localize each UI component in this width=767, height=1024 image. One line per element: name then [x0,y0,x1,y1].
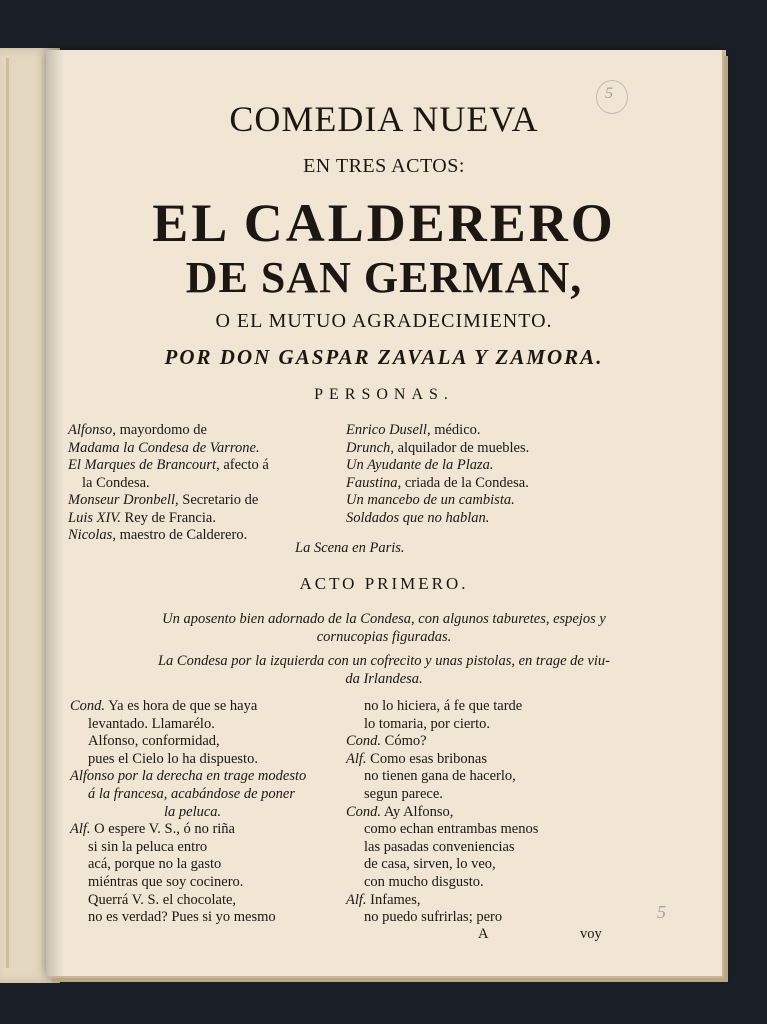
verse-line [70,768,306,785]
catchword: voy [580,926,602,942]
cast-name: Enrico Dusell [346,422,427,438]
page-gutter-shadow [46,50,64,976]
verse-line [346,892,421,909]
cast-entry [68,440,260,457]
title-line-1: COMEDIA NUEVA [229,99,539,139]
verse-line [364,856,496,873]
verse-line [88,874,243,891]
cast-name: Drunch [346,439,391,456]
act-heading: ACTO PRIMERO. [299,574,469,593]
stage-direction-line: La Condesa por la izquierda con un cofrecito y unas pistolas, en trage de viu- [157,653,610,669]
cast-name: Soldados que no hablan. [346,509,490,526]
speaker-name: Cond. [70,698,106,714]
verse-text: Ay Alfonso, [381,803,454,820]
cast-desc: la Condesa. [82,474,150,491]
cast-desc: Rey de Francia. [120,509,216,526]
verse-text: lo tomaria, por cierto. [364,715,491,732]
cast-name: Alfonso [68,422,113,438]
scene-location: La Scena en Paris. [295,540,405,556]
verse-text: las pasadas conveniencias [364,838,515,855]
cast-desc: , Secretario de [175,492,259,508]
verse-line [164,804,221,821]
cast-entry [68,457,269,474]
verse-line [88,733,220,750]
verse-text: si sin la peluca entro [88,838,208,855]
manuscript-number-mark: 5 [596,80,628,114]
cast-entry [346,457,494,474]
verse-line [88,856,221,873]
author-line: POR DON GASPAR ZAVALA Y ZAMORA. [164,345,604,369]
speaker-name: Cond. [346,803,382,820]
verse-text: Ya es hora de que se haya [105,698,258,714]
cast-name: Luis XIV. [68,509,121,526]
speaker-name: Alf. [70,821,91,838]
verse-line [88,716,215,733]
speaker-name: Alf. [346,750,367,767]
verse-text: segun parece. [364,786,443,802]
subtitle: O EL MUTUO AGRADECIMIENTO. [215,310,553,332]
cast-desc: , médico. [426,422,481,438]
cast-entry [68,510,216,527]
verse-line [88,892,236,909]
cast-name: Nicolas [68,527,113,543]
cast-entry [68,527,247,544]
cast-name: Un mancebo de un cambista. [346,492,515,508]
verse-line [364,786,443,803]
personas-heading: PERSONAS. [314,386,454,403]
signature-mark: A [478,926,489,942]
verse-line [364,839,515,856]
verse-line [70,698,257,715]
cast-entry [68,422,207,439]
verse-text: miéntras que soy cocinero. [88,874,244,890]
cast-entry [346,492,515,509]
cast-desc: , afecto á [216,457,269,473]
cast-entry [82,475,150,492]
verse-text: Alfonso, conformidad, [88,733,220,750]
stage-direction-line: da Irlandesa. [345,671,423,687]
cast-name: Un Ayudante de la Plaza. [346,457,494,473]
verse-text: pues el Cielo lo ha dispuesto. [88,750,258,767]
verse-line [364,821,538,838]
verse-text: la peluca. [164,803,222,820]
page-edge-line [6,58,9,968]
verse-line [70,821,235,838]
verse-line [364,768,516,785]
cast-desc: , alquilador de muebles. [390,439,530,456]
stage-direction-line: Un aposento bien adornado de la Condesa, con algunos taburetes, espejos y [162,611,606,627]
cast-entry [346,510,489,527]
speaker-name: Alf. [346,891,367,908]
verse-line [88,839,207,856]
manuscript-page-mark: 5 [657,902,666,922]
verse-line [88,909,276,926]
verse-text: Como esas bribonas [366,750,487,767]
verse-text: Infames, [366,891,421,908]
cast-name: Madama la Condesa de Varrone. [68,439,260,456]
verse-text: Cómo? [381,733,427,750]
verse-line [364,909,502,926]
verse-text: Querrá V. S. el chocolate, [88,891,237,908]
stage-direction-line: cornucopias figuradas. [316,629,452,645]
cast-entry [68,492,258,509]
verse-line [88,751,258,768]
cast-entry [346,422,481,439]
verse-text: no tienen gana de hacerlo, [364,768,516,785]
cast-desc: , mayordomo de [112,422,207,438]
verse-text: levantado. Llamarélo. [88,715,215,732]
verse-text: de casa, sirven, lo veo, [364,856,496,873]
cast-name: Faustina [346,474,398,491]
cast-entry [346,440,529,457]
verse-line [346,751,487,768]
title-line-3: EL CALDERERO [152,193,616,253]
verse-text: como echan entrambas menos [364,821,539,838]
verse-line [346,733,427,750]
title-line-4: DE SAN GERMAN, [185,253,583,302]
verse-line [88,786,295,803]
title-line-2: EN TRES ACTOS: [303,155,465,177]
cast-entry [346,475,529,492]
verse-text: no es verdad? Pues si yo mesmo [88,909,276,926]
cast-name: El Marques de Brancourt [68,457,217,473]
verse-text: con mucho disgusto. [364,874,484,890]
verse-line [364,716,490,733]
verse-text: Alfonso por la derecha en trage modesto [70,768,307,785]
cast-name: Monseur Dronbell [68,492,175,508]
verse-text: acá, porque no la gasto [88,856,222,873]
verse-line [364,874,484,891]
verse-text: á la francesa, acabándose de poner [88,786,295,802]
verse-text: no puedo sufrirlas; pero [364,909,503,926]
cast-desc: , maestro de Calderero. [112,527,248,543]
speaker-name: Cond. [346,733,382,750]
cast-desc: , criada de la Condesa. [397,474,529,491]
verse-line [346,804,453,821]
verse-line [364,698,522,715]
verse-text: no lo hiciera, á fe que tarde [364,698,523,714]
verse-text: O espere V. S., ó no riña [90,821,235,838]
